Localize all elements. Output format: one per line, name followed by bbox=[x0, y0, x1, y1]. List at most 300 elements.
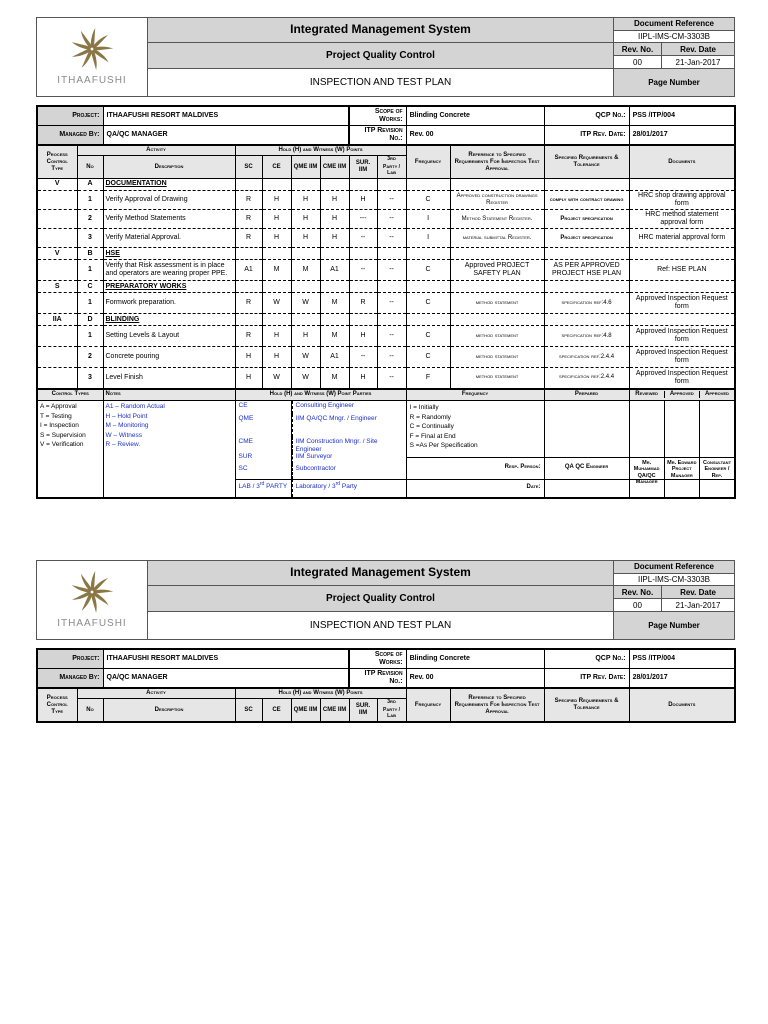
cell-lab: -- bbox=[377, 210, 406, 229]
col-no: No bbox=[77, 156, 103, 179]
cell-docs bbox=[629, 314, 735, 326]
company-name: ITHAAFUSHI bbox=[57, 618, 127, 630]
section-row bbox=[37, 314, 735, 326]
cell-documents: HRC material approval form bbox=[629, 229, 735, 248]
system-title: Integrated Management System bbox=[148, 561, 614, 586]
company-logo-2 bbox=[37, 561, 148, 640]
cell-ce: W bbox=[262, 368, 291, 389]
col-description: Description bbox=[103, 699, 235, 722]
itp-date-label: ITP Rev. Date: bbox=[544, 126, 629, 146]
cell-process-type bbox=[37, 368, 77, 389]
col-sc: SC bbox=[235, 156, 262, 179]
note-item: M – Monitoring bbox=[105, 422, 149, 430]
frequency-item: S =As Per Specification bbox=[409, 442, 478, 450]
cell-no: 3 bbox=[77, 368, 103, 389]
cell-cme bbox=[320, 281, 349, 293]
col-frequency: Frequency bbox=[406, 688, 450, 722]
cell-qme: W bbox=[291, 293, 320, 314]
cell-section-title: PREPARATORY WORKS bbox=[103, 281, 235, 293]
control-types-label: Control Types bbox=[37, 389, 103, 401]
resp-approved-consultant: Consultant Engineer / Rep. bbox=[699, 458, 734, 479]
scope-value: Blinding Concrete bbox=[406, 649, 544, 669]
cell-documents: Approved Inspection Request form bbox=[629, 293, 735, 314]
cell-ce bbox=[262, 281, 291, 293]
cell-no: 3 bbox=[77, 229, 103, 248]
page-number-label: Page Number bbox=[614, 611, 735, 639]
cell-sc: H bbox=[235, 368, 262, 389]
cell-qme: H bbox=[291, 326, 320, 347]
notes-label: Notes bbox=[103, 389, 235, 401]
cell-qme bbox=[291, 248, 320, 260]
resp-prepared: QA QC Engineer bbox=[545, 457, 629, 479]
rev-no-value: 00 bbox=[614, 56, 662, 68]
col-cme: CME IIM bbox=[320, 699, 349, 722]
hold-parties-label: Hold (H) and Witness (W) Point Parties bbox=[235, 389, 406, 401]
itp-title: INSPECTION AND TEST PLAN bbox=[148, 68, 614, 96]
cell-no: C bbox=[77, 281, 103, 293]
cell-ce: M bbox=[262, 260, 291, 281]
frequency-item: C = Continually bbox=[409, 423, 454, 431]
qcp-label: QCP No.: bbox=[544, 106, 629, 126]
table-row bbox=[37, 260, 735, 281]
itp-date-value: 28/01/2017 bbox=[629, 669, 735, 689]
col-activity: Activity bbox=[77, 145, 235, 155]
frequency-item: F = Final at End bbox=[409, 432, 456, 440]
cell-docs bbox=[629, 178, 735, 190]
itp-rev-label: ITP Revision No.: bbox=[349, 126, 406, 146]
note-item: A1 – Random Actual bbox=[105, 403, 165, 411]
cell-cme: H bbox=[320, 190, 349, 209]
cell-reference: Approved construction drawings Register bbox=[450, 190, 544, 209]
cell-cme: H bbox=[320, 229, 349, 248]
cell-specified: Project specification bbox=[544, 210, 629, 229]
approved-label: Approved bbox=[669, 391, 694, 398]
cell-sc: R bbox=[235, 229, 262, 248]
cell-sur bbox=[349, 281, 377, 293]
cell-ce bbox=[262, 178, 291, 190]
col-reference: Reference to Specified Requirements For Inspection Test Approval bbox=[450, 688, 544, 722]
cell-lab bbox=[377, 281, 406, 293]
cell-spec bbox=[544, 314, 629, 326]
cell-process-type bbox=[37, 347, 77, 368]
cell-cme: A1 bbox=[320, 347, 349, 368]
cell-freq: C bbox=[406, 347, 450, 368]
cell-sc: R bbox=[235, 190, 262, 209]
cell-cme bbox=[320, 248, 349, 260]
prepared-sign bbox=[544, 401, 629, 499]
cell-freq: C bbox=[406, 260, 450, 281]
cell-freq: I bbox=[406, 210, 450, 229]
cell-description: Formwork preparation. bbox=[103, 293, 235, 314]
cell-description: Verify Method Statements bbox=[103, 210, 235, 229]
cell-process-type: V bbox=[37, 178, 77, 190]
cell-lab: -- bbox=[377, 326, 406, 347]
party-name: IIM Surveyor bbox=[292, 452, 406, 464]
cell-cme bbox=[320, 314, 349, 326]
cell-sur: H bbox=[349, 326, 377, 347]
col-cme: CME IIM bbox=[320, 156, 349, 179]
cell-lab: -- bbox=[377, 347, 406, 368]
section-row bbox=[37, 178, 735, 190]
itp-rev-label: ITP Revision No.: bbox=[349, 669, 406, 689]
section-row bbox=[37, 281, 735, 293]
note-item: R – Review. bbox=[105, 441, 141, 449]
cell-ce bbox=[262, 314, 291, 326]
cell-ce: H bbox=[262, 326, 291, 347]
cell-sc bbox=[235, 248, 262, 260]
cell-freq: C bbox=[406, 293, 450, 314]
cell-section-title: DOCUMENTATION bbox=[103, 178, 235, 190]
rev-no-label: Rev. No. bbox=[614, 586, 662, 599]
cell-sc: A1 bbox=[235, 260, 262, 281]
approved2-label: Approved bbox=[699, 391, 734, 398]
party-name: IIM QA/QC Mngr. / Engineer bbox=[292, 414, 406, 437]
project-value: ITHAAFUSHI RESORT MALDIVES bbox=[103, 106, 349, 126]
col-ce: CE bbox=[262, 699, 291, 722]
cell-description: Verify Material Approval. bbox=[103, 229, 235, 248]
cell-sc: R bbox=[235, 210, 262, 229]
col-party: $^{3rd}$ Party / Lab bbox=[377, 699, 406, 722]
qcp-value: PSS /ITP/004 bbox=[629, 649, 735, 669]
table-row bbox=[37, 190, 735, 209]
pqc-title: Project Quality Control bbox=[148, 586, 614, 611]
logo-flower-icon bbox=[60, 27, 124, 73]
cell-freq bbox=[406, 314, 450, 326]
cell-docs bbox=[629, 281, 735, 293]
cell-specified: specification ref:4.8 bbox=[544, 326, 629, 347]
parties-codes bbox=[235, 401, 291, 499]
cell-ce: H bbox=[262, 229, 291, 248]
party-name: Consulting Engineer bbox=[292, 401, 406, 414]
cell-process-type: V bbox=[37, 248, 77, 260]
col-sc: SC bbox=[235, 699, 262, 722]
qcp-value: PSS /ITP/004 bbox=[629, 106, 735, 126]
control-type-item: V = Verification bbox=[40, 441, 84, 449]
col-documents: Documents bbox=[629, 688, 735, 722]
cell-no: 1 bbox=[77, 190, 103, 209]
itp-table-2 bbox=[36, 648, 736, 723]
page-1 bbox=[36, 17, 734, 499]
cell-no: 2 bbox=[77, 210, 103, 229]
cell-process-type: IIA bbox=[37, 314, 77, 326]
cell-specified: comply with contract drawing bbox=[544, 190, 629, 209]
itp-title: INSPECTION AND TEST PLAN bbox=[148, 611, 614, 639]
cell-ce: H bbox=[262, 210, 291, 229]
reviewed-label: Reviewed bbox=[630, 391, 665, 398]
cell-cme: H bbox=[320, 210, 349, 229]
section-row bbox=[37, 248, 735, 260]
cell-freq bbox=[406, 281, 450, 293]
cell-specified: Project specification bbox=[544, 229, 629, 248]
col-frequency: Frequency bbox=[406, 145, 450, 178]
frequency-item: R = Randomly bbox=[409, 413, 451, 421]
itp-rev-value: Rev. 00 bbox=[406, 669, 544, 689]
cell-specified: specification ref:2.4.4 bbox=[544, 368, 629, 389]
cell-sur: -- bbox=[349, 347, 377, 368]
scope-label: Scope of Works: bbox=[349, 649, 406, 669]
cell-freq bbox=[406, 248, 450, 260]
cell-lab: -- bbox=[377, 260, 406, 281]
party-code: CE bbox=[238, 402, 248, 410]
rev-no-value: 00 bbox=[614, 599, 662, 611]
cell-sur: -- bbox=[349, 229, 377, 248]
cell-documents: Approved Inspection Request form bbox=[629, 368, 735, 389]
frequency-item: I = Initially bbox=[409, 404, 439, 412]
rev-date-value: 21-Jan-2017 bbox=[662, 56, 735, 68]
itp-date-value: 28/01/2017 bbox=[629, 126, 735, 146]
page-number-label: Page Number bbox=[614, 68, 735, 96]
parties-names bbox=[291, 401, 406, 499]
col-qme: QME IIM bbox=[291, 156, 320, 179]
cell-description: Verify that Risk assessment is in place and operators are wearing proper PPE. bbox=[103, 260, 235, 281]
col-no: No bbox=[77, 699, 103, 722]
cell-spec bbox=[544, 281, 629, 293]
party-code: CME bbox=[238, 438, 253, 446]
frequency-legend-label: Frequency bbox=[406, 389, 544, 401]
note-item: H – Hold Point bbox=[105, 412, 148, 420]
cell-cme bbox=[320, 178, 349, 190]
party-name: Subcontractor bbox=[292, 464, 406, 479]
doc-ref-label: Document Reference bbox=[614, 18, 735, 31]
project-value: ITHAAFUSHI RESORT MALDIVES bbox=[103, 649, 349, 669]
cell-reference: method statement bbox=[450, 326, 544, 347]
rev-no-label: Rev. No. bbox=[614, 43, 662, 56]
cell-freq: F bbox=[406, 368, 450, 389]
pqc-title: Project Quality Control bbox=[148, 43, 614, 68]
cell-cme: M bbox=[320, 368, 349, 389]
itp-rev-value: Rev. 00 bbox=[406, 126, 544, 146]
control-type-item: A = Approval bbox=[40, 403, 77, 411]
project-label: Project: bbox=[37, 106, 103, 126]
control-types-list bbox=[37, 401, 103, 499]
cell-reference: method statement bbox=[450, 347, 544, 368]
party-name: IIM Construction Mngr. / Site Engineer bbox=[292, 437, 406, 452]
col-specified: Specified Requirements & Tolerance bbox=[544, 688, 629, 722]
cell-no: 2 bbox=[77, 347, 103, 368]
table-row bbox=[37, 293, 735, 314]
cell-sur: H bbox=[349, 190, 377, 209]
control-type-item: T = Testing bbox=[40, 412, 72, 420]
table-row bbox=[37, 210, 735, 229]
cell-sc: R bbox=[235, 326, 262, 347]
cell-description: Concrete pouring bbox=[103, 347, 235, 368]
cell-ref bbox=[450, 248, 544, 260]
itp-date-label: ITP Rev. Date: bbox=[544, 669, 629, 689]
cell-no: D bbox=[77, 314, 103, 326]
cell-qme bbox=[291, 314, 320, 326]
cell-sur bbox=[349, 178, 377, 190]
cell-lab: -- bbox=[377, 229, 406, 248]
system-title: Integrated Management System bbox=[148, 18, 614, 43]
document-header bbox=[36, 17, 735, 97]
cell-qme: W bbox=[291, 347, 320, 368]
company-name: ITHAAFUSHI bbox=[57, 75, 127, 87]
cell-lab: -- bbox=[377, 190, 406, 209]
cell-reference: Method Statement Register. bbox=[450, 210, 544, 229]
cell-reference: Approved PROJECT SAFETY PLAN bbox=[450, 260, 544, 281]
company-logo bbox=[37, 18, 148, 97]
col-sur: SUR. IIM bbox=[349, 156, 377, 179]
party-code-lab: LAB / 3rd PARTY bbox=[236, 479, 291, 493]
col-specified: Specified Requirements & Tolerance bbox=[544, 145, 629, 178]
cell-lab: -- bbox=[377, 368, 406, 389]
doc-ref-value: IIPL-IMS-CM-3303B bbox=[614, 574, 735, 586]
control-type-item: I = Inspection bbox=[40, 422, 79, 430]
cell-lab bbox=[377, 248, 406, 260]
cell-qme: W bbox=[291, 368, 320, 389]
cell-cme: M bbox=[320, 293, 349, 314]
date-label: Date: bbox=[407, 479, 544, 497]
project-label: Project: bbox=[37, 649, 103, 669]
cell-qme bbox=[291, 178, 320, 190]
cell-documents: Approved Inspection Request form bbox=[629, 326, 735, 347]
cell-documents: HRC shop drawing approval form bbox=[629, 190, 735, 209]
cell-reference: material submittal Register. bbox=[450, 229, 544, 248]
party-name-lab: Laboratory / 3rd Party bbox=[292, 479, 406, 497]
col-party: $^{3rd}$ Party / Lab bbox=[377, 156, 406, 179]
cell-no: 1 bbox=[77, 293, 103, 314]
managed-value: QA/QC MANAGER bbox=[103, 669, 349, 689]
col-description: Description bbox=[103, 156, 235, 179]
cell-freq: C bbox=[406, 326, 450, 347]
cell-cme: M bbox=[320, 326, 349, 347]
table-row bbox=[37, 347, 735, 368]
cell-description: Verify Approval of Drawing bbox=[103, 190, 235, 209]
cell-specified: specification ref:4.6 bbox=[544, 293, 629, 314]
col-hold: Hold (H) and Witness (W) Points bbox=[235, 688, 406, 698]
cell-documents: HRC method statement approval form bbox=[629, 210, 735, 229]
party-code: QME bbox=[238, 415, 254, 423]
itp-rows bbox=[37, 178, 735, 388]
resp-person-label: Resp. Person: bbox=[407, 457, 544, 479]
cell-sc bbox=[235, 314, 262, 326]
cell-no: B bbox=[77, 248, 103, 260]
cell-qme: H bbox=[291, 229, 320, 248]
rev-date-label: Rev. Date bbox=[662, 586, 735, 599]
cell-documents: Approved Inspection Request form bbox=[629, 347, 735, 368]
cell-ref bbox=[450, 178, 544, 190]
cell-reference: method statement bbox=[450, 368, 544, 389]
cell-cme: A1 bbox=[320, 260, 349, 281]
cell-sur bbox=[349, 248, 377, 260]
cell-process-type bbox=[37, 229, 77, 248]
cell-ce bbox=[262, 248, 291, 260]
document-header-2 bbox=[36, 560, 735, 640]
rev-date-value: 21-Jan-2017 bbox=[662, 599, 735, 611]
approval-labels bbox=[629, 389, 735, 401]
cell-freq: C bbox=[406, 190, 450, 209]
table-row bbox=[37, 368, 735, 389]
notes-list bbox=[103, 401, 235, 499]
cell-no: 1 bbox=[77, 326, 103, 347]
cell-reference: method statement bbox=[450, 293, 544, 314]
table-row bbox=[37, 229, 735, 248]
itp-table bbox=[36, 105, 736, 499]
cell-lab bbox=[377, 178, 406, 190]
cell-ce: H bbox=[262, 347, 291, 368]
control-type-item: S = Supervision bbox=[40, 431, 86, 439]
page-2 bbox=[36, 560, 734, 723]
cell-process-type bbox=[37, 293, 77, 314]
resp-reviewed: Mr. Muhammad QA/QC Manager bbox=[630, 458, 665, 479]
resp-approved: Mr. Edward Project Manager bbox=[667, 460, 697, 479]
cell-qme: M bbox=[291, 260, 320, 281]
cell-sc: R bbox=[235, 293, 262, 314]
col-sur: SUR. IIM bbox=[349, 699, 377, 722]
col-documents: Documents bbox=[629, 145, 735, 178]
cell-spec bbox=[544, 248, 629, 260]
review-approve-sign bbox=[629, 401, 735, 499]
cell-freq bbox=[406, 178, 450, 190]
cell-lab: -- bbox=[377, 293, 406, 314]
note-item: W – Witness bbox=[105, 431, 142, 439]
cell-qme: H bbox=[291, 190, 320, 209]
cell-section-title: HSE bbox=[103, 248, 235, 260]
cell-ce: W bbox=[262, 293, 291, 314]
cell-lab bbox=[377, 314, 406, 326]
cell-docs bbox=[629, 248, 735, 260]
cell-process-type bbox=[37, 190, 77, 209]
prepared-label: Prepared bbox=[544, 389, 629, 401]
cell-ref bbox=[450, 314, 544, 326]
cell-description: Setting Levels & Layout bbox=[103, 326, 235, 347]
cell-sur: R bbox=[349, 293, 377, 314]
cell-sc bbox=[235, 178, 262, 190]
cell-no: A bbox=[77, 178, 103, 190]
qcp-label: QCP No.: bbox=[544, 649, 629, 669]
cell-description: Level Finish bbox=[103, 368, 235, 389]
cell-qme: H bbox=[291, 210, 320, 229]
cell-sc bbox=[235, 281, 262, 293]
cell-ce: H bbox=[262, 190, 291, 209]
col-activity: Activity bbox=[77, 688, 235, 698]
col-reference: Reference to Specified Requirements For Inspection Test Approval bbox=[450, 145, 544, 178]
party-code: SUR bbox=[238, 453, 253, 461]
managed-label: Managed By: bbox=[37, 126, 103, 146]
cell-documents: Ref: HSE PLAN bbox=[629, 260, 735, 281]
cell-sur: H bbox=[349, 368, 377, 389]
col-hold: Hold (H) and Witness (W) Points bbox=[235, 145, 406, 155]
cell-specified: AS PER APPROVED PROJECT HSE PLAN bbox=[544, 260, 629, 281]
cell-qme bbox=[291, 281, 320, 293]
rev-date-label: Rev. Date bbox=[662, 43, 735, 56]
scope-label: Scope of Works: bbox=[349, 106, 406, 126]
party-code: SC bbox=[238, 465, 248, 473]
cell-process-type bbox=[37, 326, 77, 347]
col-qme: QME IIM bbox=[291, 699, 320, 722]
cell-sc: H bbox=[235, 347, 262, 368]
doc-ref-value: IIPL-IMS-CM-3303B bbox=[614, 31, 735, 43]
cell-process-type bbox=[37, 210, 77, 229]
col-process: Process Control Type bbox=[37, 145, 77, 178]
cell-no: 1 bbox=[77, 260, 103, 281]
cell-sur: --- bbox=[349, 210, 377, 229]
cell-ref bbox=[450, 281, 544, 293]
cell-sur: -- bbox=[349, 260, 377, 281]
cell-freq: I bbox=[406, 229, 450, 248]
col-ce: CE bbox=[262, 156, 291, 179]
cell-sur bbox=[349, 314, 377, 326]
cell-section-title: BLINDING bbox=[103, 314, 235, 326]
cell-process-type bbox=[37, 260, 77, 281]
frequency-and-resp bbox=[406, 401, 544, 499]
scope-value: Blinding Concrete bbox=[406, 106, 544, 126]
managed-label: Managed By: bbox=[37, 669, 103, 689]
managed-value: QA/QC MANAGER bbox=[103, 126, 349, 146]
col-process: Process Control Type bbox=[37, 688, 77, 722]
logo-flower-icon bbox=[60, 570, 124, 616]
table-row bbox=[37, 326, 735, 347]
